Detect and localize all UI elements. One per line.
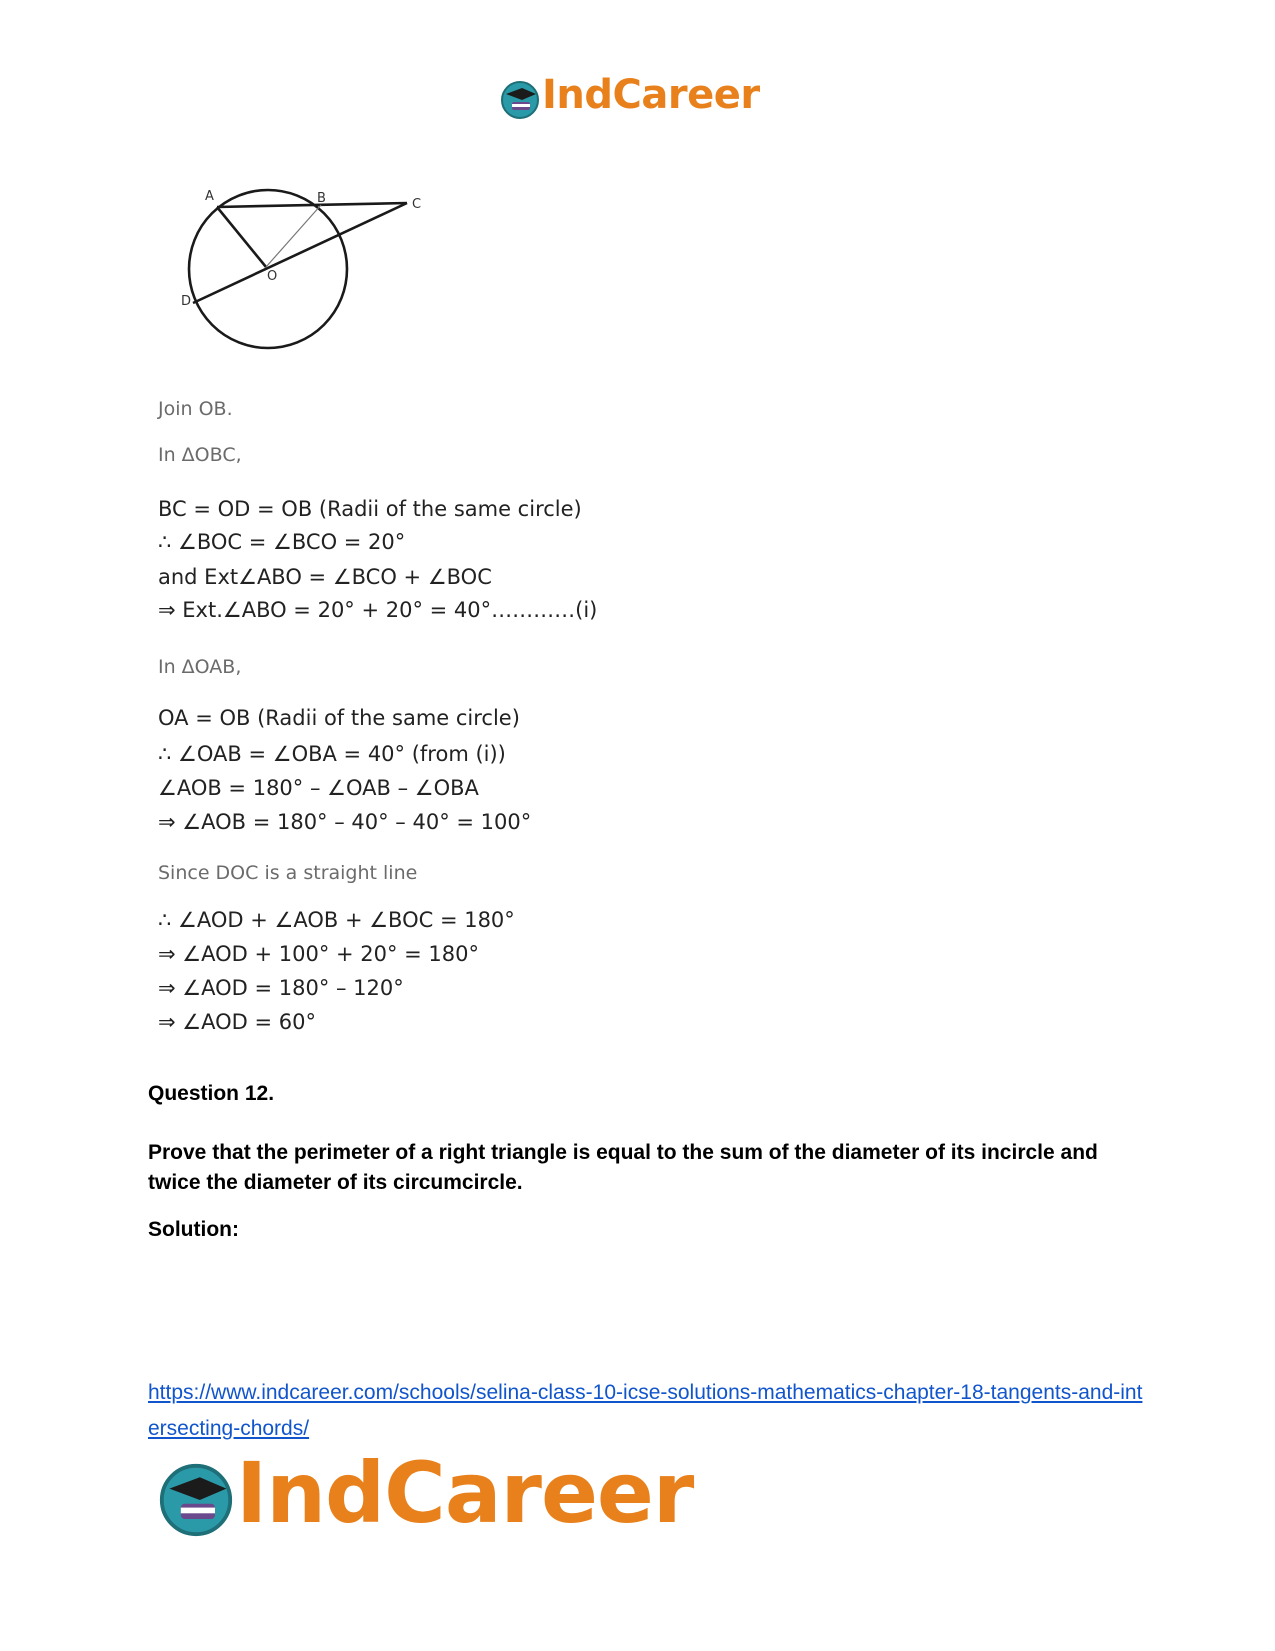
solution-line-12: Since DOC is a straight line — [158, 862, 418, 884]
label-d: D — [181, 294, 192, 309]
brand-wordmark: IndCareer — [236, 1444, 694, 1542]
circle-figure — [175, 188, 445, 363]
line-ob — [266, 205, 321, 267]
solution-line-10: ∠AOB = 180° – ∠OAB – ∠OBA — [158, 776, 479, 800]
solution-line-16: ⇒ ∠AOD = 60° — [158, 1010, 316, 1034]
question-text: Prove that the perimeter of a right triangle is equal to the sum of the diameter of its incircle and twice the diameter of its circumcircle. — [148, 1141, 1098, 1194]
label-o: O — [267, 269, 278, 284]
brand-wordmark: IndCareer — [542, 72, 760, 118]
solution-line-11: ⇒ ∠AOB = 180° – 40° – 40° = 100° — [158, 810, 532, 834]
question-heading: Question 12. — [148, 1082, 275, 1105]
graduation-cap-book-icon — [158, 1462, 234, 1538]
solution-label: Solution: — [148, 1218, 239, 1241]
line-ao — [217, 207, 266, 267]
solution-line-13: ∴ ∠AOD + ∠AOB + ∠BOC = 180° — [158, 908, 515, 932]
solution-line-3: BC = OD = OB (Radii of the same circle) — [158, 497, 582, 521]
solution-line-4: ∴ ∠BOC = ∠BCO = 20° — [158, 530, 406, 554]
label-a: A — [205, 189, 214, 204]
solution-line-1: Join OB. — [158, 398, 233, 420]
solution-line-15: ⇒ ∠AOD = 180° – 120° — [158, 976, 404, 1000]
solution-line-14: ⇒ ∠AOD + 100° + 20° = 180° — [158, 942, 480, 966]
solution-line-2: In ΔOBC, — [158, 444, 242, 466]
solution-line-7: In ΔOAB, — [158, 656, 242, 678]
graduation-cap-book-icon — [500, 80, 540, 120]
label-b: B — [317, 191, 326, 206]
label-c: C — [412, 197, 422, 212]
solution-line-8: OA = OB (Radii of the same circle) — [158, 706, 520, 730]
solution-line-6: ⇒ Ext.∠ABO = 20° + 20° = 40°…………(i) — [158, 598, 598, 622]
source-link[interactable]: https://www.indcareer.com/schools/selina-class-10-icse-solutions-mathematics-chapter-18-tangents-and-intersecting-chords/ — [148, 1381, 1143, 1440]
solution-line-9: ∴ ∠OAB = ∠OBA = 40° (from (i)) — [158, 742, 506, 766]
solution-line-5: and Ext∠ABO = ∠BCO + ∠BOC — [158, 565, 492, 589]
